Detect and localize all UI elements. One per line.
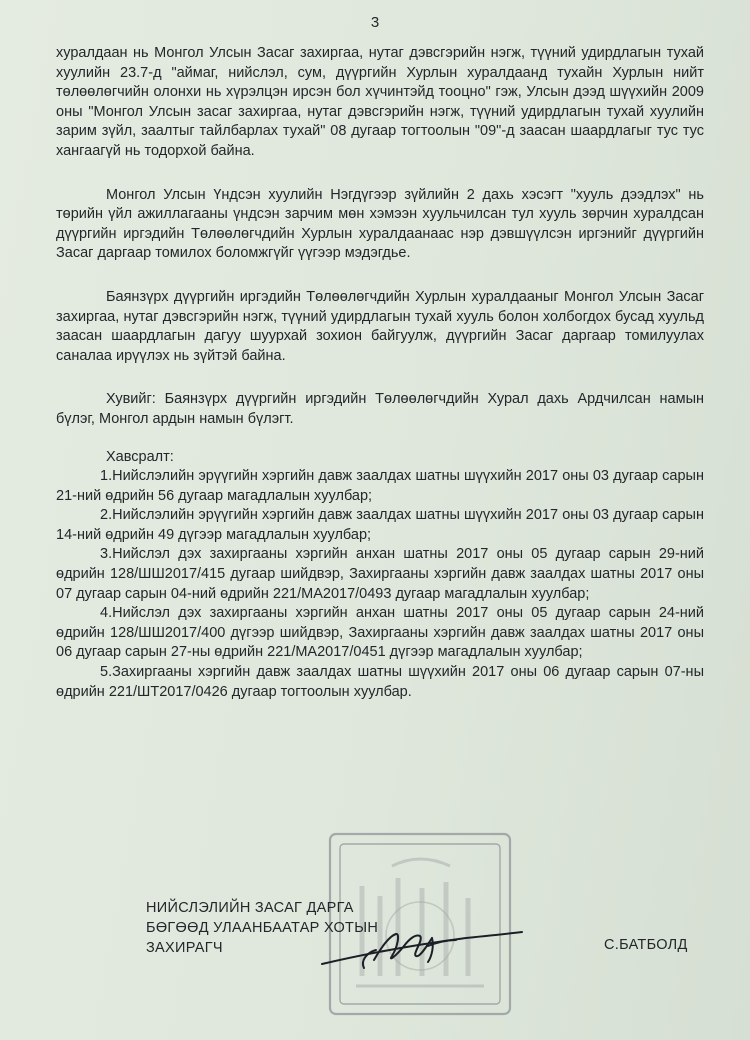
paragraph-constitution: Монгол Улсын Үндсэн хуулийн Нэгдүгээр зүйлийн 2 дахь хэсэгт "хууль дээдлэх" нь төрийн үйл ажиллагааны үндсэн зарчим мөн хэмээн хуульчилсан тул хууль зөрчин хуралдсан дүүргийн иргэдийн Төлөөлөгчдийн Хурлын хуралдаанаас нэр дэвшүүлсэн иргэнийг дүүргийн Засаг даргаар томилох боломжгүйг үүгээр мэдэгдье. bbox=[56, 186, 704, 262]
signature-title-line-2: БӨГӨӨД УЛААНБААТАР ХОТЫН bbox=[146, 920, 379, 936]
attachment-item-5: 5.Захиргааны хэргийн давж заалдах шатны шүүхийн 2017 оны 06 дугаар сарын 07-ны өдрийн 221/ШТ2017/0426 дугаар тогтоолын хуулбар. bbox=[56, 664, 704, 700]
paragraph-copy-to: Хувийг: Баянзүрх дүүргийн иргэдийн Төлөөлөгчдийн Хурал дахь Ардчилсан намын бүлэг, Монгол ардын намын бүлэгт. bbox=[56, 391, 704, 427]
paragraph-request: Баянзүрх дүүргийн иргэдийн Төлөөлөгчдийн Хурлын хуралдааныг Монгол Улсын Засаг захиргаа, нутаг дэвсгэрийн нэгж, түүний удирдлагын тухай хууль болон холбогдох бусад хуульд заасан шаардлагын дагуу шуурхай зохион байгуулж, дүүргийн Засаг даргаар томилуулах саналаа ирүүлэх нь зүйтэй байна. bbox=[56, 288, 704, 364]
attachment-item-1: 1.Нийслэлийн эрүүгийн хэргийн давж заалдах шатны шүүхийн 2017 оны 03 дугаар сарын 21-ний өдрийн 56 дугаар магадлалын хуулбар; bbox=[56, 468, 704, 504]
signature-title-block bbox=[146, 898, 378, 958]
attachment-item-3: 3.Нийслэл дэх захиргааны хэргийн анхан шатны 2017 оны 05 дугаар сарын 29-ний өдрийн 128/ШШ2017/415 дугаар шийдвэр, Захиргааны хэргийн давж заалдах шатны 2017 оны 07 дугаар сарын 04-ний өдрийн 221/МА2017/0493 дугаар магадлалын хуулбар; bbox=[56, 546, 704, 602]
page-number: 3 bbox=[370, 14, 380, 31]
attachment-item-4: 4.Нийслэл дэх захиргааны хэргийн анхан шатны 2017 оны 05 дугаар сарын 24-ний өдрийн 128/ШШ2017/400 дүгээр шийдвэр, Захиргааны хэргийн давж заалдах шатны 2017 оны 06 дугаар сарын 27-ны өдрийн 221/МА2017/0451 дүгээр магадлалын хуулбар; bbox=[56, 605, 704, 661]
attachments-heading: Хавсралт: bbox=[106, 448, 174, 465]
document-body bbox=[56, 44, 704, 702]
attachment-item-2: 2.Нийслэлийн эрүүгийн хэргийн давж заалдах шатны шүүхийн 2017 оны 03 дугаар сарын 14-ний өдрийн 49 дүгээр магадлалын хуулбар; bbox=[56, 507, 704, 543]
signature-title-line-3: ЗАХИРАГЧ bbox=[146, 940, 223, 956]
signer-name: С.БАТБОЛД bbox=[604, 937, 688, 953]
paragraph-continuation: хуралдаан нь Монгол Улсын Засаг захиргаа, нутаг дэвсгэрийн нэгж, түүний удирдлагын тухай хуулийн 23.7-д "аймаг, нийслэл, сум, дүүргийн Хурлын хуралдаанд тухайн Хурлын нийт төлөөлөгчийн олонхи нь хүрэлцэн ирсэн бол хүчинтэйд тооцно" гэж, Улсын дээд шүүхийн 2009 оны "Монгол Улсын засаг захиргаа, нутаг дэвсгэрийн нэгж, түүний удирдлагын тухай хуулийн зарим зүйл, заалтыг тайлбарлах тухай" 08 дугаар тогтоолын "09"-д заасан шаардлагыг тус тус хангаагүй нь тодорхой байна. bbox=[56, 45, 704, 159]
signature-title-line-1: НИЙСЛЭЛИЙН ЗАСАГ ДАРГА bbox=[146, 900, 354, 916]
